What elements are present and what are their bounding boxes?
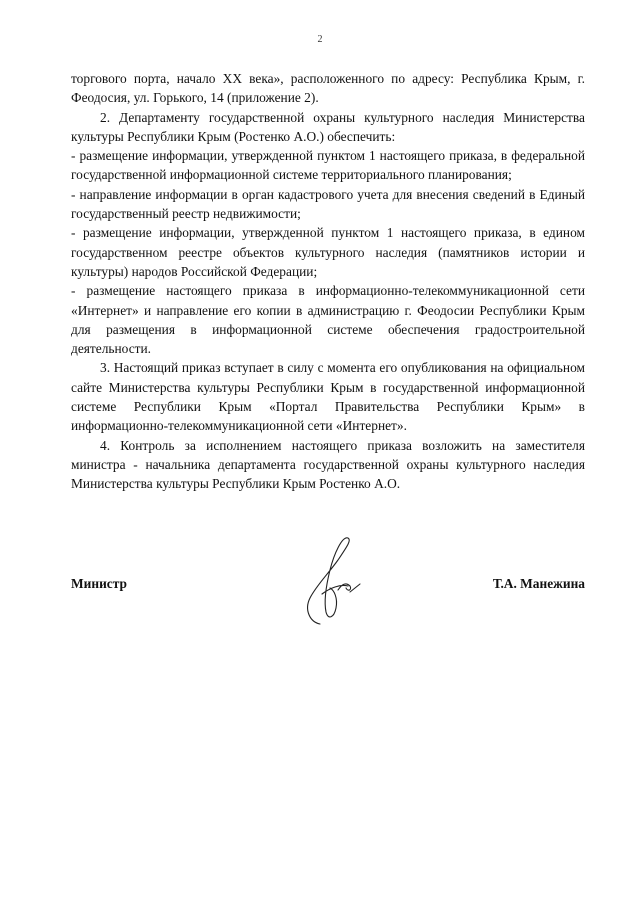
paragraph-bullet-2: - направление информации в орган кадастрового учета для внесения сведений в Единый государственный реестр недвижимости;: [71, 186, 585, 222]
paragraph-item-2: 2. Департаменту государственной охраны культурного наследия Министерства культуры Республики Крым (Ростенко А.О.) обеспечить:: [71, 109, 585, 144]
document-body: [71, 69, 585, 494]
signatory-position: Министр: [71, 576, 127, 591]
paragraph-item-3: 3. Настоящий приказ вступает в силу с момента его опубликования на официальном сайте Министерства культуры Республики Крым в государственной информационной системе Республики Крым «Портал Правительства Республики Крым» в информационно-телекоммуникационной сети «Интернет».: [71, 360, 585, 434]
paragraph-item-4: 4. Контроль за исполнением настоящего приказа возложить на заместителя министра - начальника департамента государственной охраны культурного наследия Министерства культуры Республики Крым Ростенко А.О.: [71, 437, 585, 492]
signatory-name: Т.А. Манежина: [492, 576, 585, 591]
signature-block: [71, 576, 585, 600]
page-number: 2: [317, 34, 323, 45]
paragraph-bullet-4: - размещение настоящего приказа в информационно-телекоммуникационной сети «Интернет» и направление его копии в администрацию г. Феодосии Республики Крым для размещения в информационной системе обеспечения градостроительной деятельности.: [71, 283, 585, 357]
paragraph-continuation: торгового порта, начало XX века», расположенного по адресу: Республика Крым, г. Феодосия, ул. Горького, 14 (приложение 2).: [71, 71, 585, 106]
paragraph-bullet-1: - размещение информации, утвержденной пунктом 1 настоящего приказа, в федеральной государственной информационной системе территориального планирования;: [71, 148, 585, 183]
paragraph-bullet-3: - размещение информации, утвержденной пунктом 1 настоящего приказа, в едином государственном реестре объектов культурного наследия (памятников истории и культуры) народов Российской Федерации;: [71, 225, 585, 279]
